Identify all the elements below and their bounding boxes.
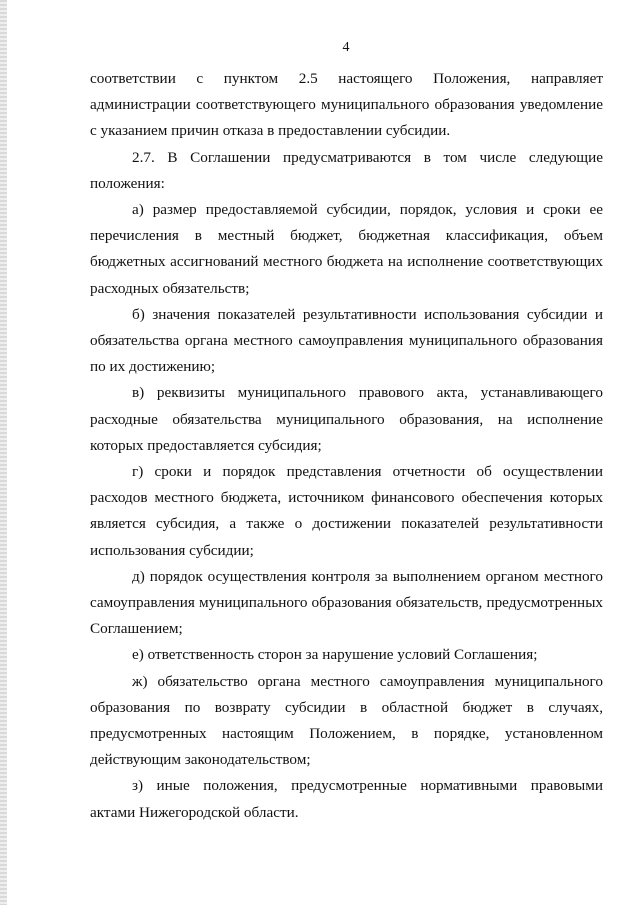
paragraph-section-2-7: 2.7. В Соглашении предусматриваются в том числе следующие положения: <box>90 148 603 192</box>
paragraph-continuation: соответствии с пунктом 2.5 настоящего Положения, направляет администрации соответствующего муниципального образования уведомление с указанием причин отказа в предоставлении субсидии. <box>90 70 603 140</box>
paragraph-item-d: д) порядок осуществления контроля за выполнением органом местного самоуправления муниципального образования обязательств, предусмотренных Соглашением; <box>90 567 603 638</box>
scan-edge <box>0 0 7 905</box>
document-body <box>90 66 603 826</box>
paragraph-item-a: а) размер предоставляемой субсидии, порядок, условия и сроки ее перечисления в местный бюджет, бюджетная классификация, объем бюджетных ассигнований местного бюджета на исполнение соответствующих расходных обязательств; <box>90 201 603 297</box>
paragraph-item-v: в) реквизиты муниципального правового акта, устанавливающего расходные обязательства муниципального образования, на исполнение которых предоставляется субсидия; <box>90 384 603 454</box>
paragraph-item-e: е) ответственность сторон за нарушение условий Соглашения; <box>132 646 538 664</box>
paragraph-item-g: г) сроки и порядок представления отчетности об осуществлении расходов местного бюджета, источником финансового обеспечения которых является субсидия, а также о достижении показателей результативности использования субсидии; <box>90 463 603 559</box>
paragraph-item-z: з) иные положения, предусмотренные нормативными правовыми актами Нижегородской области. <box>90 777 603 821</box>
paragraph-item-zh: ж) обязательство органа местного самоуправления муниципального образования по возврату субсидии в областной бюджет в случаях, предусмотренных настоящим Положением, в порядке, установленном действующим законодательством; <box>90 672 603 769</box>
paragraph-item-b: б) значения показателей результативности использования субсидии и обязательства органа местного самоуправления муниципального образования по их достижению; <box>90 305 603 376</box>
page-number: 4 <box>342 40 350 55</box>
